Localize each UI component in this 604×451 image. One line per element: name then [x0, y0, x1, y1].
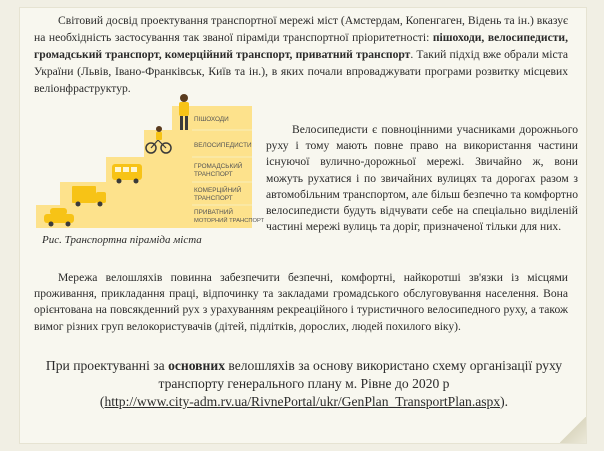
genplan-bold-word: основних — [168, 358, 225, 373]
page-curl — [560, 417, 586, 443]
network-paragraph — [34, 270, 568, 335]
cyclists-text: Велосипедисти є повноцінними учасниками дорожнього руху і тому мають повне право на використання частини існуючої вулично-дорожньої мережі. Звичайно ж, вони можуть рухатися і по звичайних вулицях та дорогах разом з автомобільним транспортом, але більш безпечно та комфортно велосипедисти будуть відчувати себе на спеціально виділеній частині мережі вулиць та доріг, призначеної тільки для них. — [266, 123, 578, 234]
close-paren: ). — [500, 394, 509, 409]
network-text: Мережа велошляхів повинна забезпечити безпечні, комфортні, найкоротші зв'язки із місцями проживання, прикладання праці, відпочинку та закладами громадського обслуговування населення. Вона орієнтована на повсякденний рух з урахуванням рекреаційного і туристичного велосипедного руху, а також вимог різних груп велокористувачів (дітей, підлітків, дорослих, людей похилого віку). — [34, 271, 568, 333]
transport-pyramid-image — [36, 100, 265, 228]
pyramid-label-2: ВЕЛОСИПЕДИСТИ — [194, 142, 252, 149]
priority-list: пішоходи, велосипедисти, громадський транспорт, комерційний транспорт, приватний транспорт — [34, 31, 568, 61]
intro-text-start: Світовий досвід проектування транспортної мережі міст (Амстердам, Копенгаген, Відень та ін.) вказує на необхідність застосування так званої піраміди транспортної пріоритетності: — [34, 14, 568, 44]
pyramid-label-4a: КОМЕРЦІЙНИЙ — [194, 187, 242, 194]
open-paren: ( — [99, 394, 105, 409]
figure-caption: Рис. Транспортна піраміда міста — [42, 234, 202, 246]
pyramid-label-1: ПІШОХОДИ — [194, 116, 229, 123]
cyclists-paragraph — [266, 122, 578, 235]
pyramid-label-3a: ГРОМАДСЬКИЙ — [194, 163, 243, 170]
intro-paragraph — [34, 12, 568, 97]
pyramid-label-5a: ПРИВАТНИЙ — [194, 209, 233, 216]
intro-text-end: . Такий підхід вже обрали міста України (Львів, Івано-Франківськ, Київ та ін.), в яких почали впроваджувати програми розвитку місцевих веліонфраструктур. — [34, 48, 568, 95]
genplan-text-end: велошляхів за основу використано схему організації руху транспорту генерального плану м. Рівне до 2020 р — [158, 358, 563, 391]
pyramid-label-3b: ТРАНСПОРТ — [194, 171, 233, 178]
pyramid-label-4b: ТРАНСПОРТ — [194, 195, 233, 202]
genplan-paragraph — [44, 357, 564, 411]
genplan-link[interactable]: http://www.city-adm.rv.ua/RivnePortal/ukr/GenPlan_TransportPlan.aspx — [104, 394, 501, 409]
genplan-text-start: При проектуванні за — [45, 358, 169, 373]
pyramid-label-5b: МОТОРНИЙ ТРАНСПОРТ — [194, 218, 265, 224]
